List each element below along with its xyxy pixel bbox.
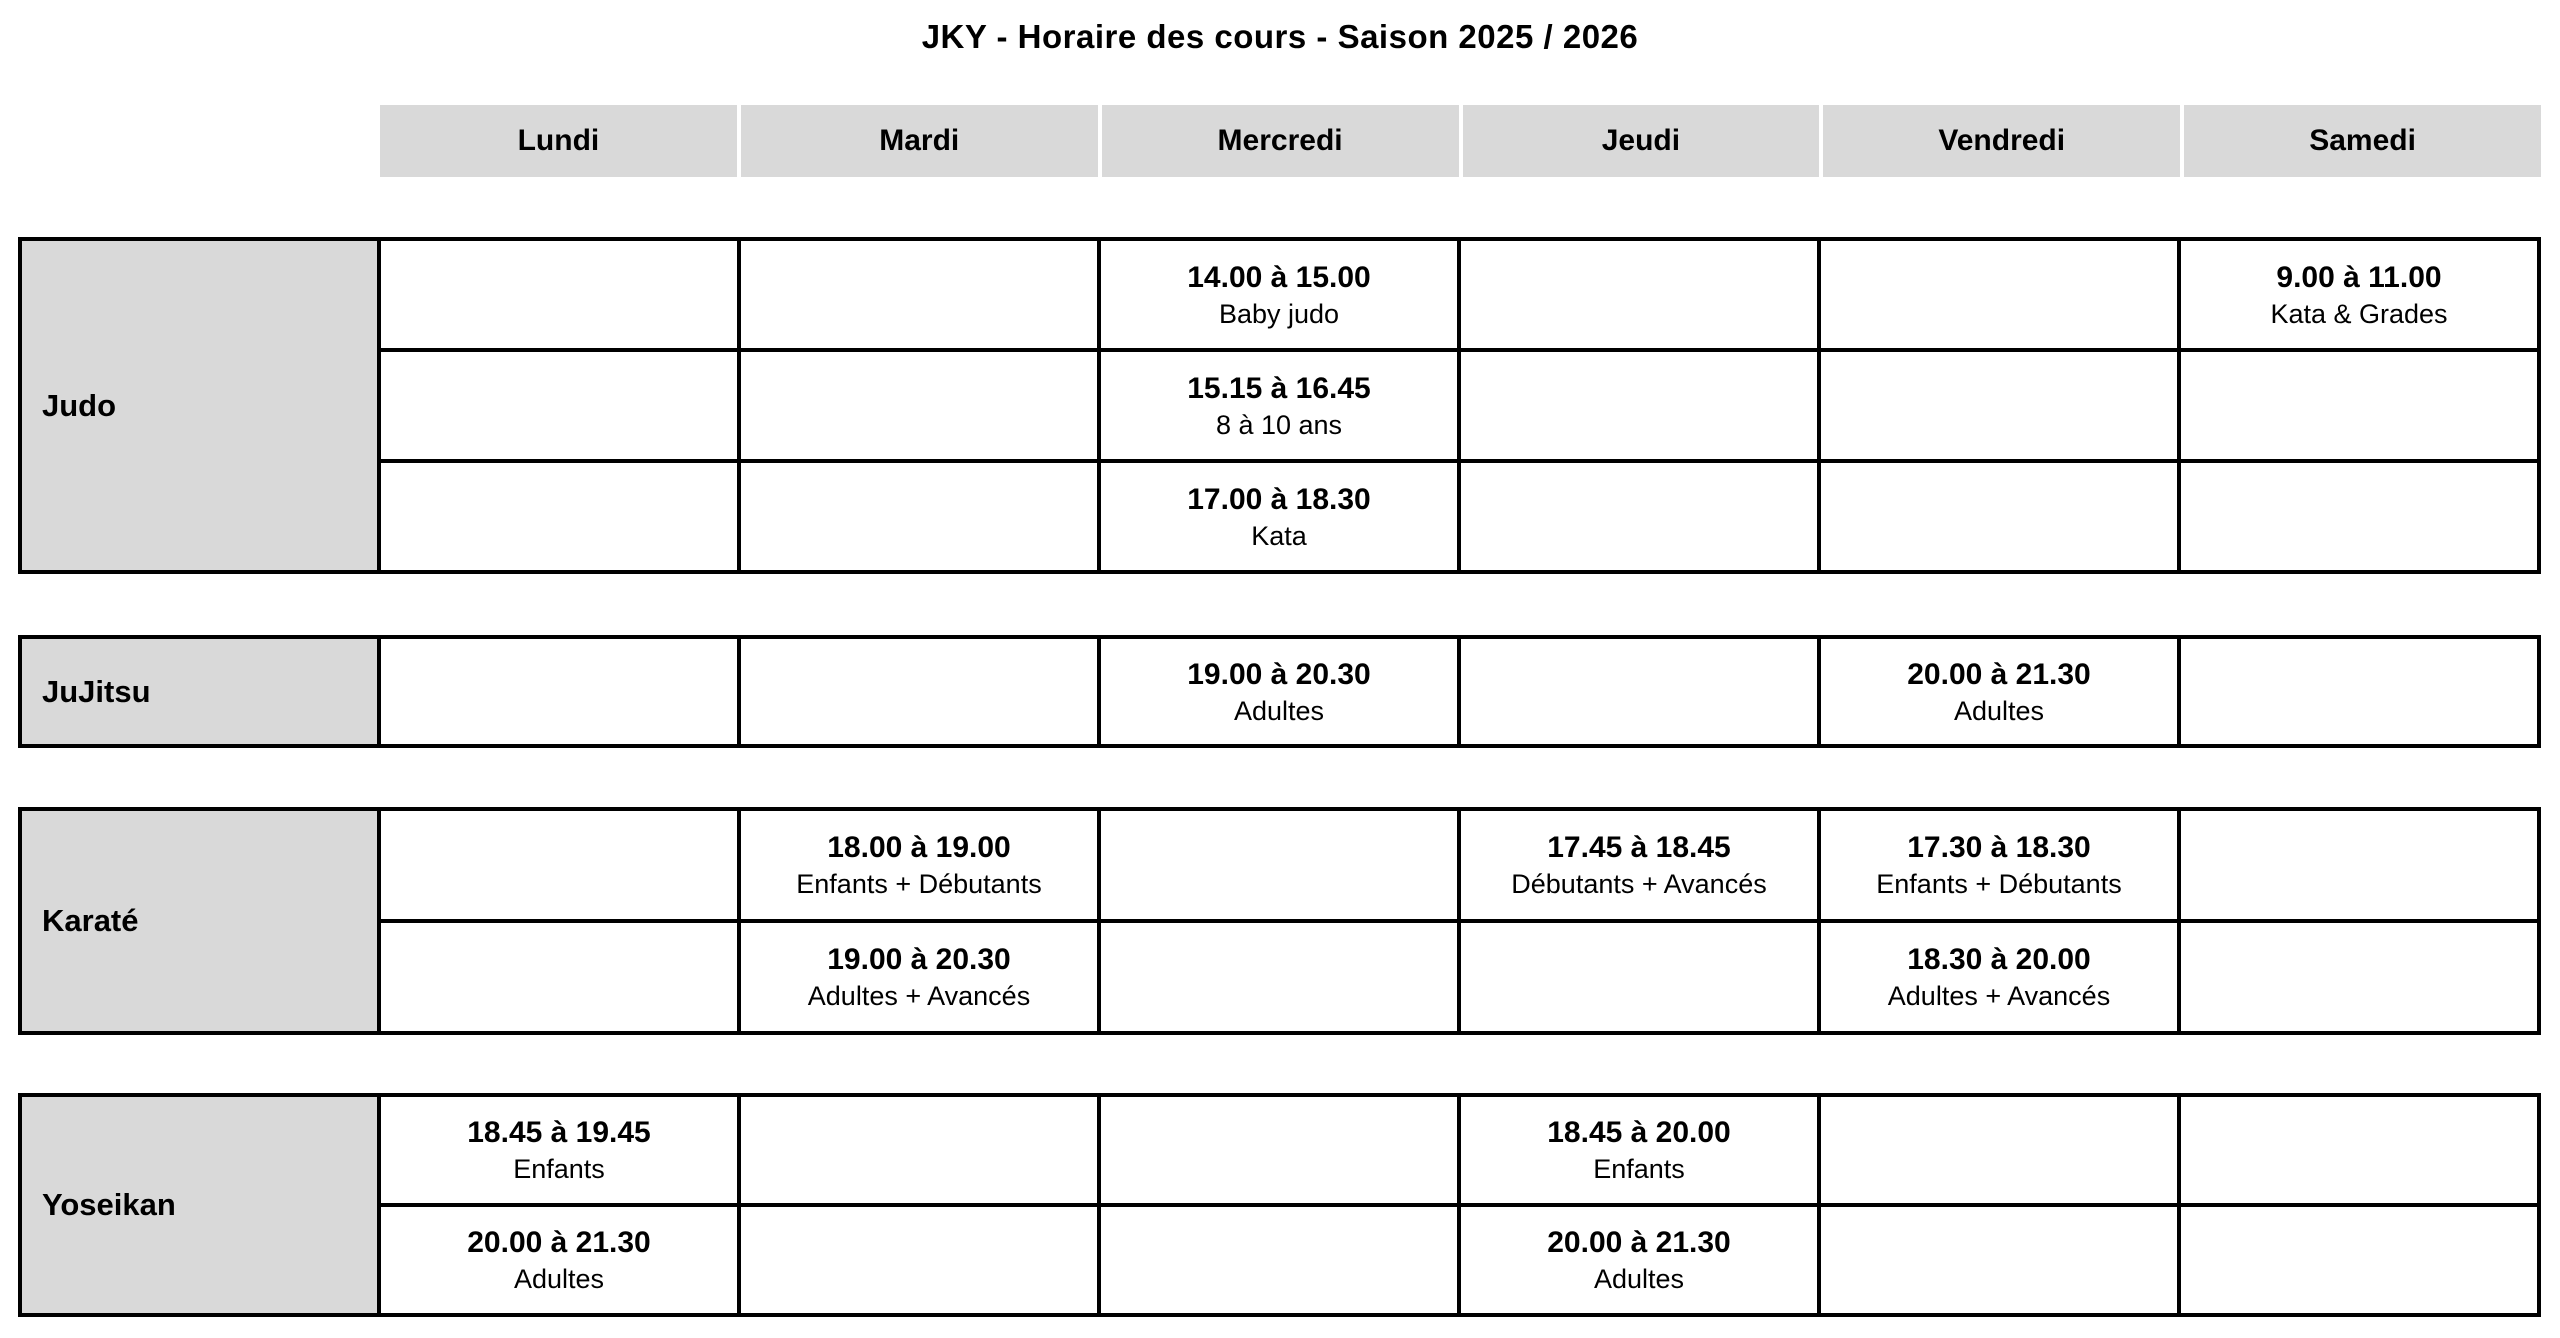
schedule-cell-judo-jeudi-3 [1461,463,1817,570]
time-text: 14.00 à 15.00 [1187,260,1371,294]
schedule-cell-judo-mardi-1 [741,241,1097,348]
day-header-row [380,105,2541,177]
schedule-cell-karate-mardi-1 [741,811,1097,919]
schedule-cell-jujitsu-lundi-1 [381,639,737,744]
schedule-cell-judo-lundi-3 [381,463,737,570]
audience-text: 8 à 10 ans [1215,409,1343,440]
time-text: 19.00 à 20.30 [827,943,1011,976]
schedule-cell-karate-samedi-2 [2181,923,2537,1031]
schedule-cell-yoseikan-vendredi-2 [1821,1207,2177,1313]
day-header-mercredi: Mercredi [1102,105,1459,177]
audience-text: Enfants + Débutants [1876,869,2122,899]
schedule-cell-judo-vendredi-3 [1821,463,2177,570]
audience-text: Enfants [1593,1154,1685,1184]
schedule-cell-yoseikan-lundi-1 [381,1097,737,1203]
schedule-cell-karate-jeudi-2 [1461,923,1817,1031]
page-title: JKY - Horaire des cours - Saison 2025 / 2026 [921,18,1639,55]
schedule-cell-yoseikan-samedi-1 [2181,1097,2537,1203]
audience-text: Adultes [1233,695,1325,726]
schedule-cell-judo-mardi-2 [741,352,1097,459]
section-table-jujitsu [18,635,2541,748]
time-text: 17.30 à 18.30 [1907,831,2091,864]
schedule-cell-karate-vendredi-2 [1821,923,2177,1031]
schedule-cell-karate-lundi-1 [381,811,737,919]
schedule-cell-karate-mercredi-1 [1101,811,1457,919]
schedule-cell-judo-mercredi-3 [1101,463,1457,570]
day-header-mardi: Mardi [741,105,1098,177]
audience-text: Adultes [513,1264,605,1294]
schedule-cell-karate-vendredi-1 [1821,811,2177,919]
time-text: 20.00 à 21.30 [1907,657,2091,691]
time-text: 18.45 à 20.00 [1547,1116,1731,1149]
time-text: 20.00 à 21.30 [1547,1226,1731,1259]
time-text: 17.45 à 18.45 [1547,831,1731,864]
time-text: 18.30 à 20.00 [1907,943,2091,976]
schedule-cell-judo-vendredi-2 [1821,352,2177,459]
section-table-karate [18,807,2541,1035]
day-header-jeudi: Jeudi [1463,105,1820,177]
schedule-cell-jujitsu-jeudi-1 [1461,639,1817,744]
time-text: 19.00 à 20.30 [1187,657,1371,691]
audience-text: Adultes + Avancés [1887,981,2111,1011]
time-text: 18.00 à 19.00 [827,831,1011,864]
audience-text: Adultes [1593,1264,1685,1294]
schedule-cell-judo-jeudi-1 [1461,241,1817,348]
schedule-cell-yoseikan-samedi-2 [2181,1207,2537,1313]
schedule-cell-yoseikan-mardi-2 [741,1207,1097,1313]
audience-text: Baby judo [1218,298,1340,329]
audience-text: Adultes [1953,695,2045,726]
schedule-cell-yoseikan-jeudi-2 [1461,1207,1817,1313]
schedule-cell-judo-mercredi-2 [1101,352,1457,459]
schedule-cell-karate-samedi-1 [2181,811,2537,919]
audience-text: Enfants [513,1154,605,1184]
schedule-cell-jujitsu-mardi-1 [741,639,1097,744]
schedule-cell-judo-vendredi-1 [1821,241,2177,348]
audience-text: Kata [1251,520,1307,551]
schedule-cell-judo-lundi-1 [381,241,737,348]
schedule-cell-judo-jeudi-2 [1461,352,1817,459]
section-label-yoseikan: Yoseikan [22,1097,377,1313]
schedule-cell-judo-mardi-3 [741,463,1097,570]
time-text: 17.00 à 18.30 [1187,482,1371,516]
schedule-cell-yoseikan-vendredi-1 [1821,1097,2177,1203]
schedule-cell-yoseikan-mardi-1 [741,1097,1097,1203]
schedule-cell-jujitsu-mercredi-1 [1101,639,1457,744]
schedule-cell-yoseikan-mercredi-2 [1101,1207,1457,1313]
time-text: 20.00 à 21.30 [467,1226,651,1259]
schedule-cell-judo-lundi-2 [381,352,737,459]
time-text: 15.15 à 16.45 [1187,371,1371,405]
audience-text: Adultes + Avancés [807,981,1031,1011]
audience-text: Enfants + Débutants [796,869,1042,899]
schedule-cell-jujitsu-samedi-1 [2181,639,2537,744]
day-header-vendredi: Vendredi [1823,105,2180,177]
section-label-jujitsu: JuJitsu [22,639,377,744]
section-label-karate: Karaté [22,811,377,1031]
schedule-cell-karate-mardi-2 [741,923,1097,1031]
time-text: 18.45 à 19.45 [467,1116,651,1149]
schedule-cell-karate-jeudi-1 [1461,811,1817,919]
schedule-cell-yoseikan-mercredi-1 [1101,1097,1457,1203]
schedule-cell-karate-lundi-2 [381,923,737,1031]
schedule-cell-judo-samedi-1 [2181,241,2537,348]
section-table-yoseikan [18,1093,2541,1317]
section-label-judo: Judo [22,241,377,570]
audience-text: Débutants + Avancés [1511,869,1767,899]
schedule-cell-judo-mercredi-1 [1101,241,1457,348]
schedule-cell-karate-mercredi-2 [1101,923,1457,1031]
schedule-cell-yoseikan-lundi-2 [381,1207,737,1313]
schedule-cell-yoseikan-jeudi-1 [1461,1097,1817,1203]
day-header-lundi: Lundi [380,105,737,177]
day-header-samedi: Samedi [2184,105,2541,177]
section-table-judo [18,237,2541,574]
schedule-cell-judo-samedi-3 [2181,463,2537,570]
audience-text: Kata & Grades [2270,298,2448,329]
schedule-cell-judo-samedi-2 [2181,352,2537,459]
time-text: 9.00 à 11.00 [2276,260,2442,294]
schedule-cell-jujitsu-vendredi-1 [1821,639,2177,744]
